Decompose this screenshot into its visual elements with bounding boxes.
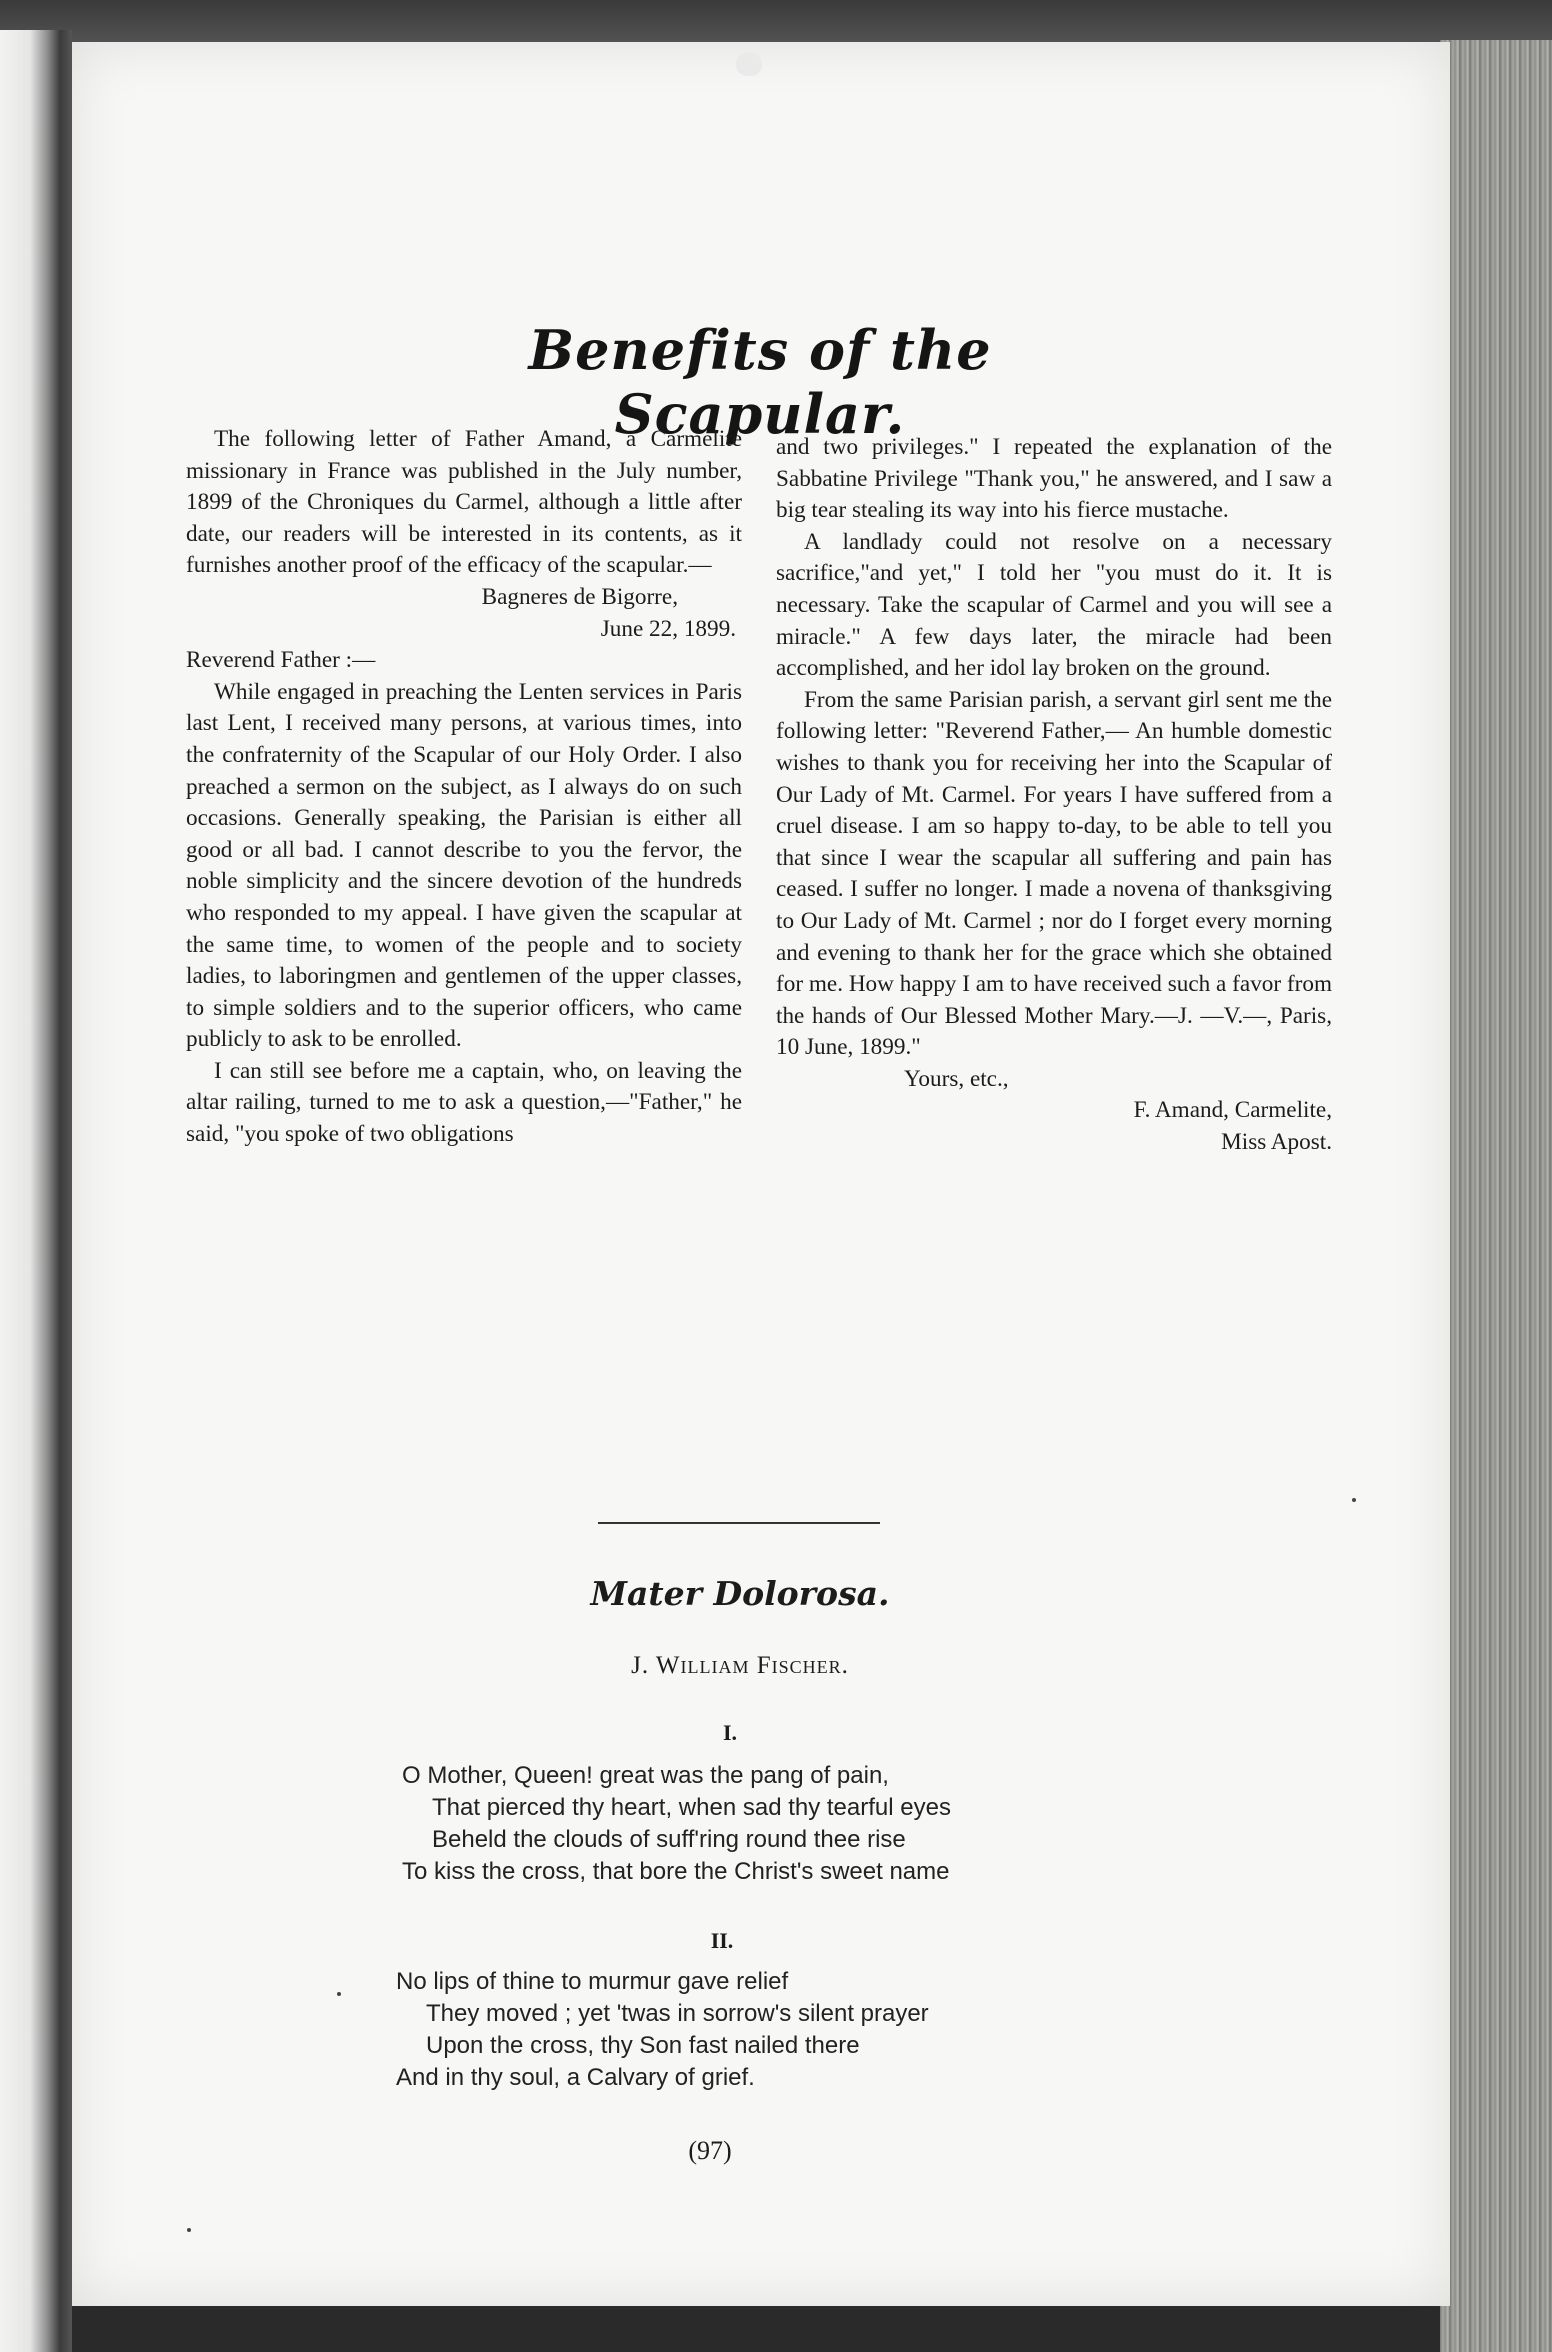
letter-signature: F. Amand, Carmelite, [1133, 1097, 1332, 1124]
section-divider [598, 1522, 880, 1524]
letter-date: June 22, 1899. [600, 615, 736, 642]
poem-line: They moved ; yet 'twas in sorrow's silent prayer [426, 2000, 929, 2027]
print-speck [187, 2228, 191, 2232]
letter-paragraph: While engaged in preaching the Lenten services in Paris last Lent, I received many persons, at various times, into the confraternity of the Scapular of our Holy Order. I also preached a sermon on the subject, as I always do on such occasions. Generally speaking, the Parisian is either all good or all bad. I cannot describe to you the fervor, the noble simplicity and the sincere devotion of the hundreds who responded to my appeal. I have given the scapular at the same time, to women of the people and to society ladies, to laboringmen and gentlemen of the upper classes, to simple soldiers and to the superior officers, who came publicly to ask to be enrolled. [186, 678, 742, 1053]
print-speck [337, 1992, 341, 1996]
poem-line: To kiss the cross, that bore the Christ's sweet name [402, 1858, 950, 1885]
letter-paragraph: A landlady could not resolve on a necessary sacrifice,"and yet," I told her "you must do it. It is necessary. Take the scapular of Carmel and you will see a miracle." A few days later, the miracle had been accomplished, and her idol lay broken on the ground. [776, 528, 1332, 682]
article-right-column [776, 432, 1332, 1159]
top-ornament-icon [736, 52, 762, 76]
stanza-numeral: II. [710, 1928, 734, 1953]
poem-line: And in thy soul, a Calvary of grief. [396, 2064, 755, 2091]
letter-salutation: Reverend Father :— [186, 647, 376, 674]
book-page-edges [1440, 40, 1552, 2352]
article-title: Benefits of the Scapular. [528, 318, 992, 446]
article-left-column [186, 424, 742, 1151]
scan-background-top [0, 0, 1552, 48]
stanza-numeral: I. [722, 1720, 738, 1745]
poem-title: Mater Dolorosa. [590, 1574, 890, 1613]
poem-stanza [402, 1760, 1102, 1888]
book-binding-edge [0, 30, 72, 2352]
poem-stanza [396, 1966, 1096, 2094]
poem-line: O Mother, Queen! great was the pang of pain, [402, 1762, 889, 1789]
letter-paragraph: From the same Parisian parish, a servant girl sent me the following letter: "Reverend Father,— An humble domestic wishes to thank you for receiving her into the Scapular of Our Lady of Mt. Carmel. For years I have suffered from a cruel disease. I am so happy to-day, to be able to tell you that since I wear the scapular all suffering and pain has ceased. I suffer no longer. I made a novena of thanksgiving to Our Lady of Mt. Carmel ; nor do I forget every morning and evening to thank her for the grace which she obtained for me. How happy I am to have received such a favor from the hands of Our Blessed Mother Mary.—J. —V.—, Paris, 10 June, 1899." [776, 686, 1332, 1061]
poem-line: Beheld the clouds of suff'ring round thee rise [432, 1826, 906, 1853]
letter-paragraph: and two privileges." I repeated the explanation of the Sabbatine Privilege "Thank you," he answered, and I saw a big tear stealing its way into his fierce mustache. [776, 434, 1332, 524]
print-speck [1352, 1498, 1356, 1502]
poem-line: That pierced thy heart, when sad thy tearful eyes [432, 1794, 951, 1821]
letter-signature-title: Miss Apost. [1221, 1129, 1332, 1156]
letter-place: Bagneres de Bigorre, [481, 583, 678, 610]
poem-line: No lips of thine to murmur gave relief [396, 1968, 789, 1995]
poem-line: Upon the cross, thy Son fast nailed there [426, 2032, 860, 2059]
letter-paragraph: I can still see before me a captain, who, on leaving the altar railing, turned to me to ask a question,—"Father," he said, "you spoke of two obligations [186, 1057, 742, 1148]
poem-author: J. William Fischer. [631, 1652, 849, 1679]
intro-paragraph: The following letter of Father Amand, a Carmelite missionary in France was published in the July number, 1899 of the Chroniques du Carmel, although a little after date, our readers will be interested in its contents, as it furnishes another proof of the efficacy of the scapular.— [186, 426, 742, 579]
page-number: (97) [688, 2136, 732, 2165]
letter-closing: Yours, etc., [904, 1065, 1009, 1092]
